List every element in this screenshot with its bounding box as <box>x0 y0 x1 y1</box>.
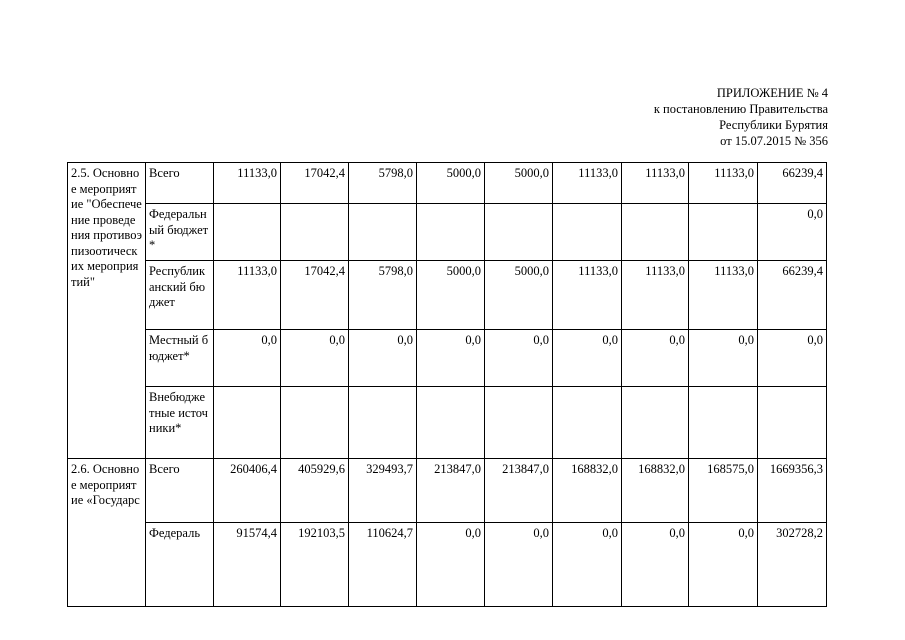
amount-cell: 11133,0 <box>622 163 689 204</box>
funding-source-cell: Федеральный бюджет * <box>146 204 214 261</box>
amount-cell <box>485 204 553 261</box>
appendix-title: ПРИЛОЖЕНИЕ № 4 <box>716 86 828 100</box>
amount-cell: 5798,0 <box>349 163 417 204</box>
amount-cell: 11133,0 <box>622 261 689 330</box>
amount-cell <box>758 387 827 459</box>
amount-cell: 11133,0 <box>553 261 622 330</box>
amount-cell: 11133,0 <box>214 163 281 204</box>
amount-cell <box>214 387 281 459</box>
appendix-republic-line: Республики Бурятия <box>719 118 828 132</box>
amount-cell: 5000,0 <box>417 163 485 204</box>
activity-name-cell: 2.6. Основное мероприятие «Государс <box>68 459 146 607</box>
amount-cell: 192103,5 <box>281 523 349 607</box>
activity-name-cell: 2.5. Основное мероприятие "Обеспечение проведения противоэпизоотических мероприятий" <box>68 163 146 459</box>
amount-cell: 11133,0 <box>689 163 758 204</box>
appendix-decree-line: к постановлению Правительства <box>653 102 828 116</box>
amount-cell: 11133,0 <box>689 261 758 330</box>
amount-cell: 11133,0 <box>553 163 622 204</box>
funding-source-cell: Внебюджетные источники* <box>146 387 214 459</box>
table-row <box>68 204 827 261</box>
amount-cell: 66239,4 <box>758 163 827 204</box>
amount-cell: 17042,4 <box>281 163 349 204</box>
amount-cell: 66239,4 <box>758 261 827 330</box>
table-row <box>68 459 827 523</box>
amount-cell <box>689 387 758 459</box>
amount-cell <box>214 204 281 261</box>
amount-cell: 0,0 <box>622 523 689 607</box>
appendix-date-line: от 15.07.2015 № 356 <box>720 134 828 148</box>
funding-source-cell: Республиканский бюджет <box>146 261 214 330</box>
table-row <box>68 261 827 330</box>
amount-cell: 0,0 <box>758 330 827 387</box>
amount-cell <box>485 387 553 459</box>
amount-cell: 0,0 <box>417 523 485 607</box>
table-row <box>68 523 827 607</box>
amount-cell: 0,0 <box>758 204 827 261</box>
amount-cell: 0,0 <box>622 330 689 387</box>
amount-cell: 0,0 <box>281 330 349 387</box>
amount-cell: 0,0 <box>553 523 622 607</box>
amount-cell: 0,0 <box>485 523 553 607</box>
table-row <box>68 387 827 459</box>
amount-cell <box>349 204 417 261</box>
amount-cell: 1669356,3 <box>758 459 827 523</box>
amount-cell: 0,0 <box>689 523 758 607</box>
amount-cell: 0,0 <box>214 330 281 387</box>
amount-cell <box>553 204 622 261</box>
amount-cell <box>417 387 485 459</box>
amount-cell: 260406,4 <box>214 459 281 523</box>
amount-cell: 0,0 <box>417 330 485 387</box>
amount-cell: 405929,6 <box>281 459 349 523</box>
amount-cell: 302728,2 <box>758 523 827 607</box>
amount-cell <box>417 204 485 261</box>
funding-source-cell: Местный бюджет* <box>146 330 214 387</box>
amount-cell: 168832,0 <box>553 459 622 523</box>
funding-table <box>67 162 827 607</box>
funding-source-cell: Всего <box>146 163 214 204</box>
amount-cell <box>281 204 349 261</box>
amount-cell: 91574,4 <box>214 523 281 607</box>
amount-cell: 11133,0 <box>214 261 281 330</box>
amount-cell: 5000,0 <box>417 261 485 330</box>
amount-cell <box>622 387 689 459</box>
amount-cell: 329493,7 <box>349 459 417 523</box>
amount-cell: 110624,7 <box>349 523 417 607</box>
amount-cell: 17042,4 <box>281 261 349 330</box>
amount-cell: 0,0 <box>349 330 417 387</box>
funding-table-body <box>68 163 827 607</box>
amount-cell: 0,0 <box>485 330 553 387</box>
amount-cell <box>281 387 349 459</box>
amount-cell: 5000,0 <box>485 163 553 204</box>
table-row <box>68 163 827 204</box>
amount-cell: 168575,0 <box>689 459 758 523</box>
amount-cell: 5798,0 <box>349 261 417 330</box>
table-row <box>68 330 827 387</box>
amount-cell: 5000,0 <box>485 261 553 330</box>
amount-cell <box>689 204 758 261</box>
amount-cell <box>622 204 689 261</box>
amount-cell: 213847,0 <box>417 459 485 523</box>
amount-cell <box>553 387 622 459</box>
funding-source-cell: Всего <box>146 459 214 523</box>
amount-cell <box>349 387 417 459</box>
appendix-header <box>654 85 828 149</box>
amount-cell: 0,0 <box>689 330 758 387</box>
amount-cell: 0,0 <box>553 330 622 387</box>
funding-source-cell: Федераль <box>146 523 214 607</box>
amount-cell: 168832,0 <box>622 459 689 523</box>
amount-cell: 213847,0 <box>485 459 553 523</box>
